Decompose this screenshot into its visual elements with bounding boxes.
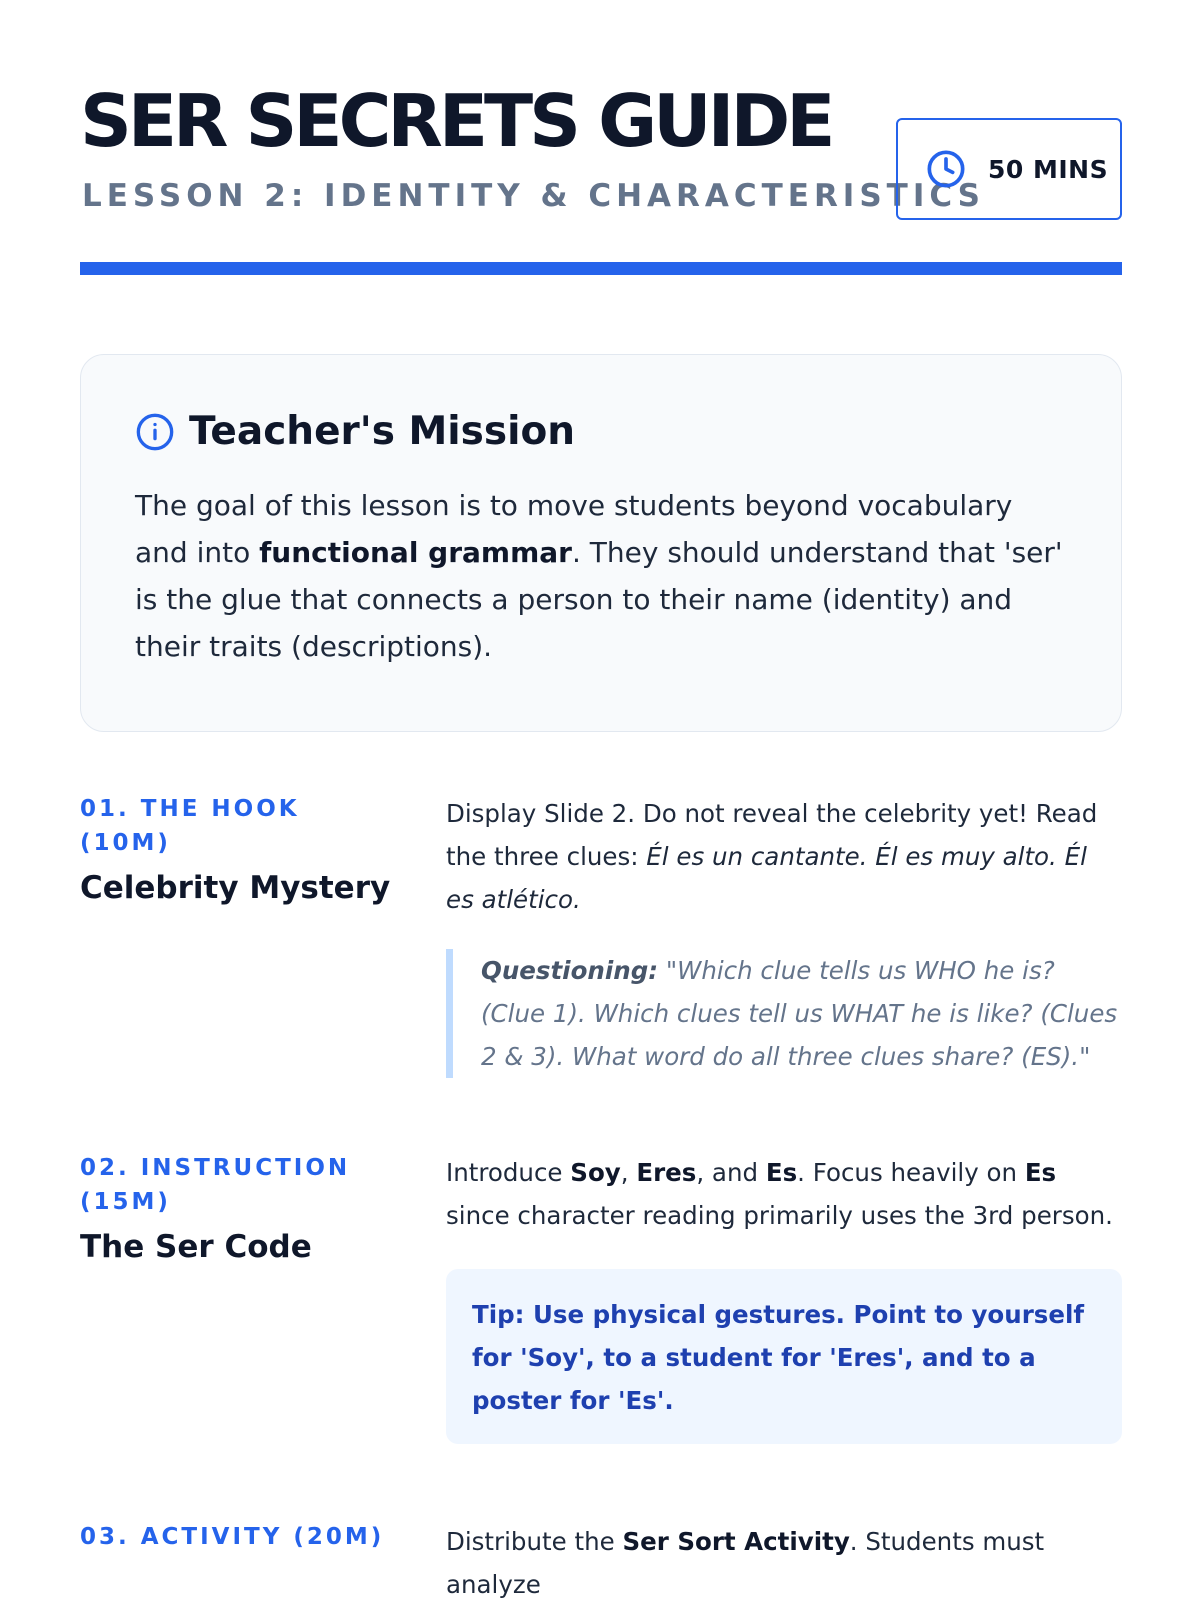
- step-text-part: . Focus heavily on: [797, 1158, 1025, 1187]
- mission-header: [135, 409, 1067, 454]
- clock-icon: [926, 149, 966, 189]
- duration-badge: [896, 118, 1122, 220]
- step-text-bold: Soy: [570, 1158, 621, 1187]
- step-label: 02. INSTRUCTION (15M): [80, 1155, 351, 1215]
- info-icon: [135, 412, 175, 452]
- step-text-bold: Eres: [636, 1158, 697, 1187]
- step-text-italic: Él es un cantante. Él es muy alto. Él es atlético.: [446, 842, 1087, 914]
- step-text-bold: Ser Sort Activity: [622, 1527, 850, 1556]
- lesson-subtitle: LESSON 2: IDENTITY & CHARACTERISTICS: [82, 178, 986, 214]
- header: [80, 78, 1122, 276]
- step-text-part: since character reading primarily uses the 3rd person.: [446, 1201, 1113, 1230]
- step-label: 03. ACTIVITY (20M): [80, 1524, 385, 1550]
- mission-text-part: The goal of this lesson is to move students beyond vocabulary and into: [135, 489, 1013, 569]
- tip-box: Tip: Use physical gestures. Point to yourself for 'Soy', to a student for 'Eres', and to a poster for 'Es'.: [446, 1269, 1122, 1444]
- questioning-quote: [446, 949, 1122, 1078]
- mission-card: [80, 354, 1122, 732]
- header-divider: [80, 262, 1122, 275]
- step-description: [446, 1520, 1122, 1600]
- mission-text-part: . They should understand that 'ser' is the glue that connects a person to their name (identity) and their traits (descriptions).: [135, 536, 1063, 663]
- step-meta: [80, 1151, 400, 1265]
- step-text-part: Introduce: [446, 1158, 571, 1187]
- page-title: SER SECRETS GUIDE: [80, 79, 832, 163]
- step-description: [446, 792, 1122, 921]
- step-text-part: Display Slide 2. Do not reveal the celebrity yet! Read the three clues:: [446, 799, 1098, 871]
- step-content: [446, 792, 1122, 1078]
- quote-text: "Which clue tells us WHO he is? (Clue 1). Which clues tell us WHAT he is like? (Clues 2 & 3). What word do all three clues share? (ES).": [481, 956, 1118, 1071]
- step-meta: [80, 1520, 400, 1554]
- step-text-bold: Es: [1024, 1158, 1057, 1187]
- mission-title: Teacher's Mission: [189, 409, 576, 454]
- step-title: Celebrity Mystery: [80, 870, 391, 906]
- duration-text: 50 MINS: [988, 154, 1109, 184]
- mission-text-bold: functional grammar: [259, 536, 572, 569]
- step-content: [446, 1151, 1122, 1444]
- step-label: 01. THE HOOK (10M): [80, 796, 300, 856]
- mission-text: [135, 482, 1067, 670]
- quote-label: Questioning:: [481, 956, 659, 985]
- step-text-part: ,: [620, 1158, 637, 1187]
- step-title: The Ser Code: [80, 1229, 312, 1265]
- step-description: [446, 1151, 1122, 1237]
- step-text-part: , and: [696, 1158, 766, 1187]
- step-meta: [80, 792, 400, 906]
- step-text-part: . Students must analyze: [446, 1527, 1045, 1599]
- step-text-bold: Es: [765, 1158, 798, 1187]
- step-text-part: Distribute the: [446, 1527, 623, 1556]
- step-content: [446, 1520, 1122, 1600]
